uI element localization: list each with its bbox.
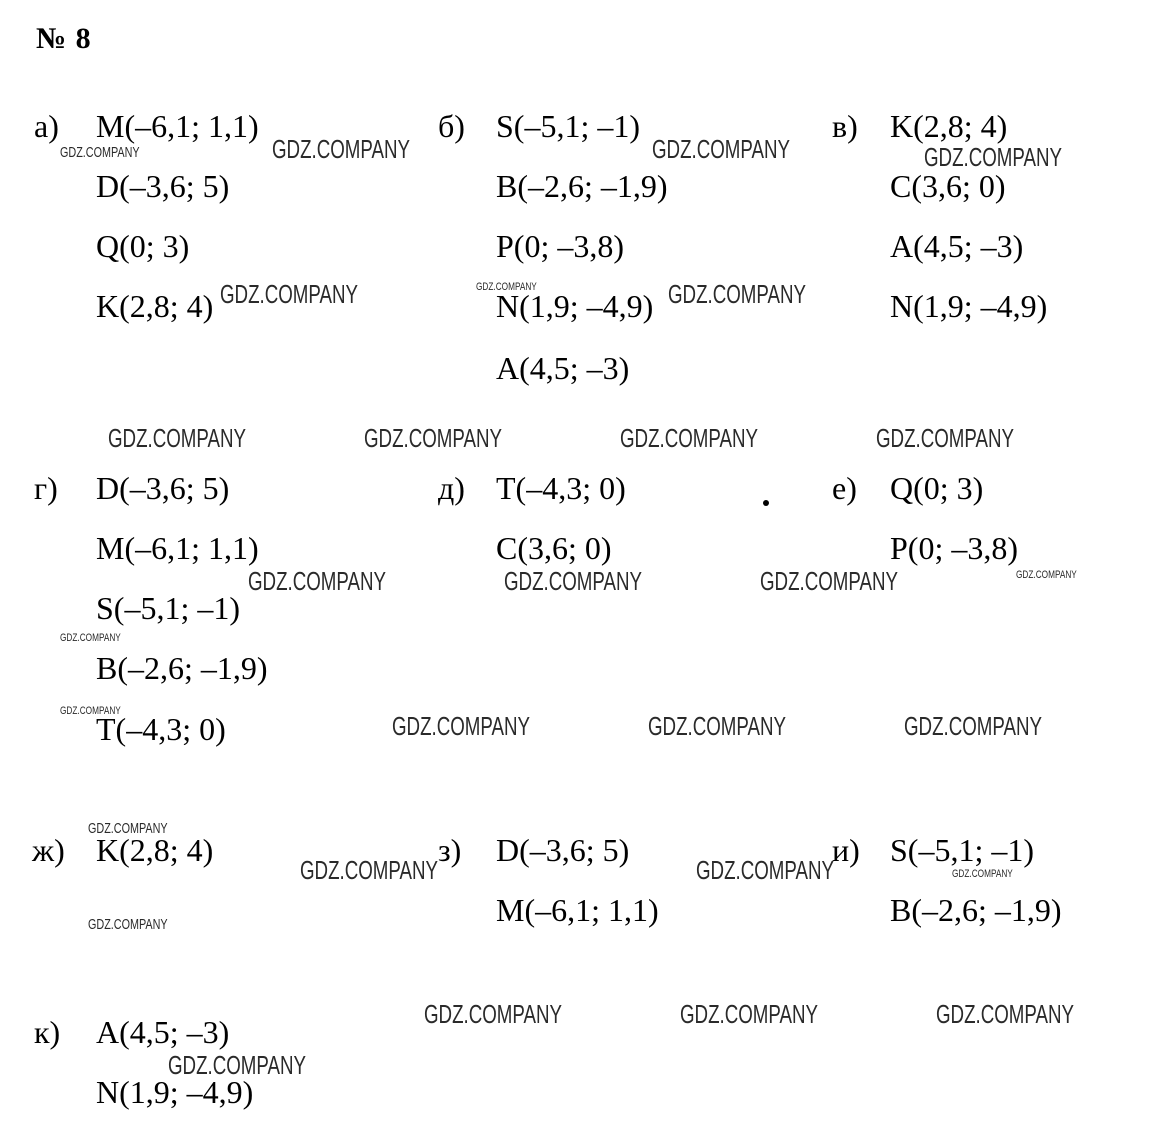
watermark: GDZ.COMPANY <box>248 566 386 596</box>
watermark: GDZ.COMPANY <box>904 711 1042 741</box>
group-label-zh: ж) <box>32 832 65 868</box>
point-v-2: C(3,6; 0) <box>890 168 1006 204</box>
group-label-i: и) <box>832 832 860 868</box>
watermark: GDZ.COMPANY <box>60 705 121 717</box>
point-k-2: N(1,9; –4,9) <box>96 1074 254 1110</box>
group-label-v: в) <box>832 108 858 144</box>
group-label-d: д) <box>438 470 465 506</box>
watermark: GDZ.COMPANY <box>272 134 410 164</box>
watermark: GDZ.COMPANY <box>424 999 562 1029</box>
watermark: GDZ.COMPANY <box>952 868 1013 880</box>
point-b-1: S(–5,1; –1) <box>496 108 640 144</box>
watermark: GDZ.COMPANY <box>760 566 898 596</box>
point-v-3: A(4,5; –3) <box>890 228 1024 264</box>
watermark: GDZ.COMPANY <box>936 999 1074 1029</box>
point-b-3: P(0; –3,8) <box>496 228 624 264</box>
watermark: GDZ.COMPANY <box>652 134 790 164</box>
point-a-4: K(2,8; 4) <box>96 288 214 324</box>
watermark: GDZ.COMPANY <box>924 142 1062 172</box>
point-a-3: Q(0; 3) <box>96 228 190 264</box>
watermark: GDZ.COMPANY <box>300 855 438 885</box>
page-title: № 8 <box>36 22 92 55</box>
stray-dot <box>763 500 769 506</box>
watermark: GDZ.COMPANY <box>876 423 1014 453</box>
point-v-1: K(2,8; 4) <box>890 108 1008 144</box>
point-zh-1: K(2,8; 4) <box>96 832 214 868</box>
group-label-a: а) <box>34 108 59 144</box>
point-b-5: A(4,5; –3) <box>496 350 630 386</box>
watermark: GDZ.COMPANY <box>696 855 834 885</box>
watermark: GDZ.COMPANY <box>88 820 168 837</box>
point-i-1: S(–5,1; –1) <box>890 832 1034 868</box>
watermark: GDZ.COMPANY <box>108 423 246 453</box>
point-z-1: D(–3,6; 5) <box>496 832 630 868</box>
point-d-2: C(3,6; 0) <box>496 530 612 566</box>
group-label-g: г) <box>34 470 58 506</box>
group-label-z: з) <box>438 832 462 868</box>
watermark: GDZ.COMPANY <box>220 279 358 309</box>
point-b-4: N(1,9; –4,9) <box>496 288 654 324</box>
point-g-2: M(–6,1; 1,1) <box>96 530 259 566</box>
point-e-2: P(0; –3,8) <box>890 530 1018 566</box>
watermark: GDZ.COMPANY <box>648 711 786 741</box>
watermark: GDZ.COMPANY <box>392 711 530 741</box>
point-a-2: D(–3,6; 5) <box>96 168 230 204</box>
watermark: GDZ.COMPANY <box>620 423 758 453</box>
group-label-e: е) <box>832 470 857 506</box>
point-g-1: D(–3,6; 5) <box>96 470 230 506</box>
point-k-1: A(4,5; –3) <box>96 1014 230 1050</box>
watermark: GDZ.COMPANY <box>680 999 818 1029</box>
point-g-4: B(–2,6; –1,9) <box>96 650 268 686</box>
point-b-2: B(–2,6; –1,9) <box>496 168 668 204</box>
watermark: GDZ.COMPANY <box>364 423 502 453</box>
watermark: GDZ.COMPANY <box>168 1050 306 1080</box>
watermark: GDZ.COMPANY <box>668 279 806 309</box>
point-z-2: M(–6,1; 1,1) <box>496 892 659 928</box>
point-g-3: S(–5,1; –1) <box>96 590 240 626</box>
point-e-1: Q(0; 3) <box>890 470 984 506</box>
watermark: GDZ.COMPANY <box>60 632 121 644</box>
point-d-1: T(–4,3; 0) <box>496 470 626 506</box>
point-v-4: N(1,9; –4,9) <box>890 288 1048 324</box>
watermark: GDZ.COMPANY <box>60 144 140 161</box>
watermark: GDZ.COMPANY <box>476 281 537 293</box>
group-label-k: к) <box>34 1014 61 1050</box>
watermark: GDZ.COMPANY <box>88 916 168 933</box>
watermark: GDZ.COMPANY <box>504 566 642 596</box>
watermark: GDZ.COMPANY <box>1016 569 1077 581</box>
point-i-2: B(–2,6; –1,9) <box>890 892 1062 928</box>
point-g-5: T(–4,3; 0) <box>96 711 226 747</box>
group-label-b: б) <box>438 108 465 144</box>
point-a-1: M(–6,1; 1,1) <box>96 108 259 144</box>
